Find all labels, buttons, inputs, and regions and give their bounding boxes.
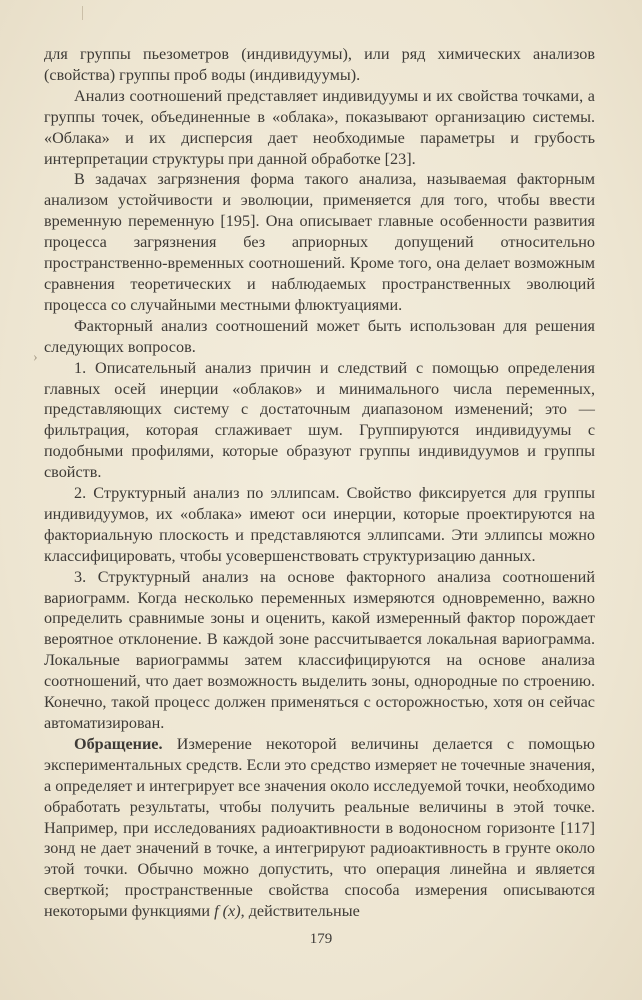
section-run-in-heading: Обращение. [74,734,163,753]
paragraph: для группы пьезометров (индивидуумы), или ряд химических анализов (свойства) группы проб воды (индивидуумы). [44,45,595,84]
paragraph: Факторный анализ соотношений может быть использован для решения следующих вопросов. [44,316,595,356]
page-number: 179 [309,931,333,947]
paragraph: Анализ соотношений представляет индивидуумы и их свойства точками, а группы точек, объединенные в «облака», показывают организацию системы. «Облака» и их дисперсия дает необходимые параметры и грубость интерпретации структуры при данной обработке [23]. [44,86,595,168]
margin-pencil-mark: › [33,350,38,365]
list-item-2: 2. Структурный анализ по эллипсам. Свойство фиксируется для группы индивидуумов, их «облака» имеют оси инерции, которые проектируются на факториальную плоскость и представляются эллипсами. Эти эллипсы можно классифицировать, чтобы усовершенствовать структуризацию данных. [44,484,595,565]
page-body [44,44,595,922]
paragraph-text: Измерение некоторой величины делается с помощью экспериментальных средств. Если это средство измеряет не точечные значения, а определяет и интегрирует все значения около исследуемой точки, необходимо обработать результаты, чтобы получить реальные величины в этой точке. Например, при исследованиях радиоактивности в водоносном горизонте [117] зонд не дает значений в точке, а интегрируют радиоактивность в грунте около этой точки. Обычно можно допустить, что операция линейна и является сверткой; пространственные свойства способа измерения описываются некоторыми функциями [44,734,595,921]
paragraph-text: , действительные [240,902,360,921]
paragraph-inversion [44,734,595,922]
list-item-3: 3. Структурный анализ на основе факторного анализа соотношений вариограмм. Когда несколько переменных измеряются одновременно, важно определить сравнимые зоны и оценить, какой измеренный фактор порождает вероятное отклонение. В каждой зоне рассчитывается локальная вариограмма. Локальные вариограммы затем классифицируются на основе анализа соотношений, что дает возможность выделить зоны, однородные по строению. Конечно, такой процесс должен применяться с осторожностью, хотя он сейчас автоматизирован. [44,567,595,732]
formula: f (x) [214,902,241,921]
scan-mark [82,6,83,20]
paragraph: В задачах загрязнения форма такого анализа, называемая факторным анализом устойчивости и эволюции, применяется для того, чтобы ввести временную переменную [195]. Она описывает главные особенности развития процесса загрязнения без априорных допущений относительно пространственно-временных соотношений. Кроме того, она делает возможным сравнения теоретических и наблюдаемых пространственных эволюций процесса со случайными местными флюктуациями. [44,170,595,314]
list-item-1: 1. Описательный анализ причин и следствий с помощью определения главных осей инерции «облаков» и минимального числа переменных, представляющих систему с достаточным диапазоном изменений; это — фильтрация, которая сглаживает шум. Группируются индивидуумы с подобными профилями, которые образуют группы индивидуумов и группы свойств. [44,358,595,482]
